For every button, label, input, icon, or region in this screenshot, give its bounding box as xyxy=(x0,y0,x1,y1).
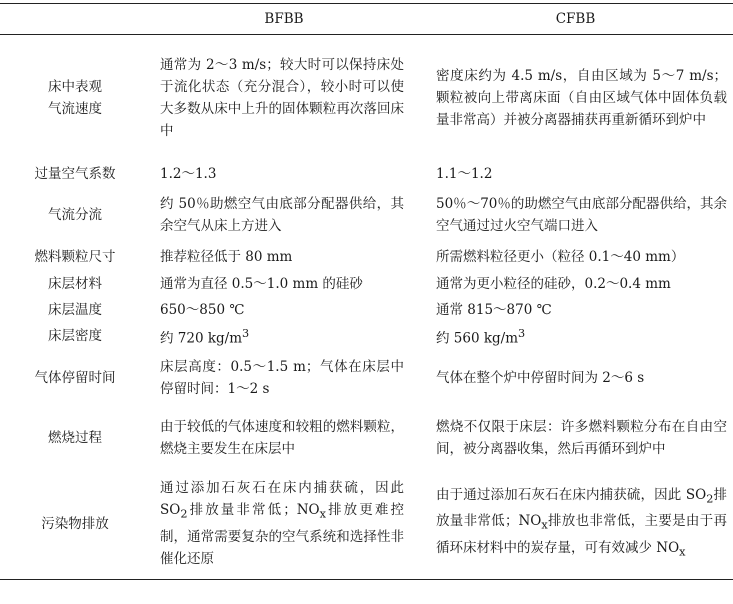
table-row xyxy=(0,469,733,579)
row-label: 污染物排放 xyxy=(0,469,150,579)
bfbb-cell: 通常为直径 0.5～1.0 mm 的硅砂 xyxy=(160,275,363,292)
table-row xyxy=(0,407,733,469)
text-run: 由于通过添加石灰石在床内捕获硫，因此 SO xyxy=(436,486,707,503)
bfbb-cell: 床层高度：0.5～1.5 m；气体在床层中停留时间：1～2 s xyxy=(160,359,404,397)
text-run: 排放也非常低，主要是由于再循环床材料中的炭存量，可有效减少 NO xyxy=(436,513,727,557)
bfbb-cell xyxy=(150,469,418,579)
table-row xyxy=(0,349,733,407)
superscript: 3 xyxy=(518,326,526,340)
row-label: 气流分流 xyxy=(48,206,102,223)
subscript: 2 xyxy=(180,508,188,522)
table-row xyxy=(0,161,733,187)
text-run: 排放更难控制，通常需要复杂的空气系统和选择性非催化还原 xyxy=(160,502,404,568)
bfbb-cell xyxy=(150,323,418,350)
cfbb-cell: 所需燃料粒径更小（粒径 0.1～40 mm） xyxy=(436,248,685,265)
text-run: 通过添加石灰石在床内捕获硫，因此 SO xyxy=(160,480,404,519)
table-row xyxy=(0,297,733,323)
row-label: 燃烧过程 xyxy=(48,430,102,446)
row-label-line: 床中表观 xyxy=(48,78,102,95)
row-label: 床层密度 xyxy=(48,327,102,344)
comparison-table xyxy=(0,3,733,580)
bfbb-cell: 约 50％助燃空气由底部分配器供给，其余空气从床上方进入 xyxy=(160,195,404,234)
cfbb-cell: 50％～70％的助燃空气由底部分配器供给，其余空气通过过火空气端口进入 xyxy=(436,195,727,234)
cfbb-cell xyxy=(418,469,733,579)
bfbb-cell: 由于较低的气体速度和较粗的燃料颗粒，燃烧主要发生在床层中 xyxy=(160,419,404,457)
cfbb-cell: 燃烧不仅限于床层：许多燃料颗粒分布在自由空间，被分离器收集，然后再循环到炉中 xyxy=(436,419,727,457)
row-label: 燃料颗粒尺寸 xyxy=(34,248,116,265)
row-label: 气体停留时间 xyxy=(34,370,116,386)
header-row xyxy=(0,4,733,35)
row-label: 床层材料 xyxy=(48,275,102,292)
bfbb-density-value: 约 720 kg/m xyxy=(160,330,243,346)
table-row xyxy=(0,187,733,243)
cfbb-cell: 通常 815～870 ℃ xyxy=(436,301,552,318)
row-label: 床层温度 xyxy=(48,301,102,318)
cfbb-cell: 密度床约为 4.5 m/s，自由区域为 5～7 m/s；颗粒被向上带离床面（自由区域气体中固体负载量非常高）并被分离器捕获再重新循环到炉中 xyxy=(436,67,727,128)
row-label-line: 气流速度 xyxy=(48,100,102,117)
bfbb-cell: 1.2～1.3 xyxy=(160,165,217,182)
cfbb-cell: 通常为更小粒径的硅砂，0.2～0.4 mm xyxy=(436,275,671,292)
cfbb-cell xyxy=(418,323,733,350)
row-label xyxy=(0,35,150,161)
superscript: 3 xyxy=(242,326,250,340)
table-row xyxy=(0,271,733,297)
header-blank xyxy=(0,4,150,35)
bfbb-cell: 650～850 ℃ xyxy=(160,301,245,318)
header-cfbb: CFBB xyxy=(418,4,733,35)
bfbb-cell: 通常为 2～3 m/s；较大时可以保持床处于流化状态（充分混合），较小时可以使大多数从床中上升的固体颗粒再次落回床中 xyxy=(160,56,404,139)
subscript: 2 xyxy=(706,492,714,506)
table-row xyxy=(0,243,733,271)
cfbb-density-value: 约 560 kg/m xyxy=(436,330,519,346)
subscript: x xyxy=(319,508,326,522)
table-row xyxy=(0,35,733,161)
header-bfbb: BFBB xyxy=(150,4,418,35)
text-run: 排放量非常低；NO xyxy=(187,502,320,519)
cfbb-cell: 气体在整个炉中停留时间为 2～6 s xyxy=(436,370,645,386)
text-run: 排放量非常低；NO xyxy=(436,486,728,530)
bfbb-cell: 推荐粒径低于 80 mm xyxy=(160,248,293,265)
table-row xyxy=(0,323,733,350)
subscript: x xyxy=(541,519,548,533)
subscript: x xyxy=(679,545,686,559)
cfbb-cell: 1.1～1.2 xyxy=(436,165,493,182)
row-label: 过量空气系数 xyxy=(34,165,116,182)
